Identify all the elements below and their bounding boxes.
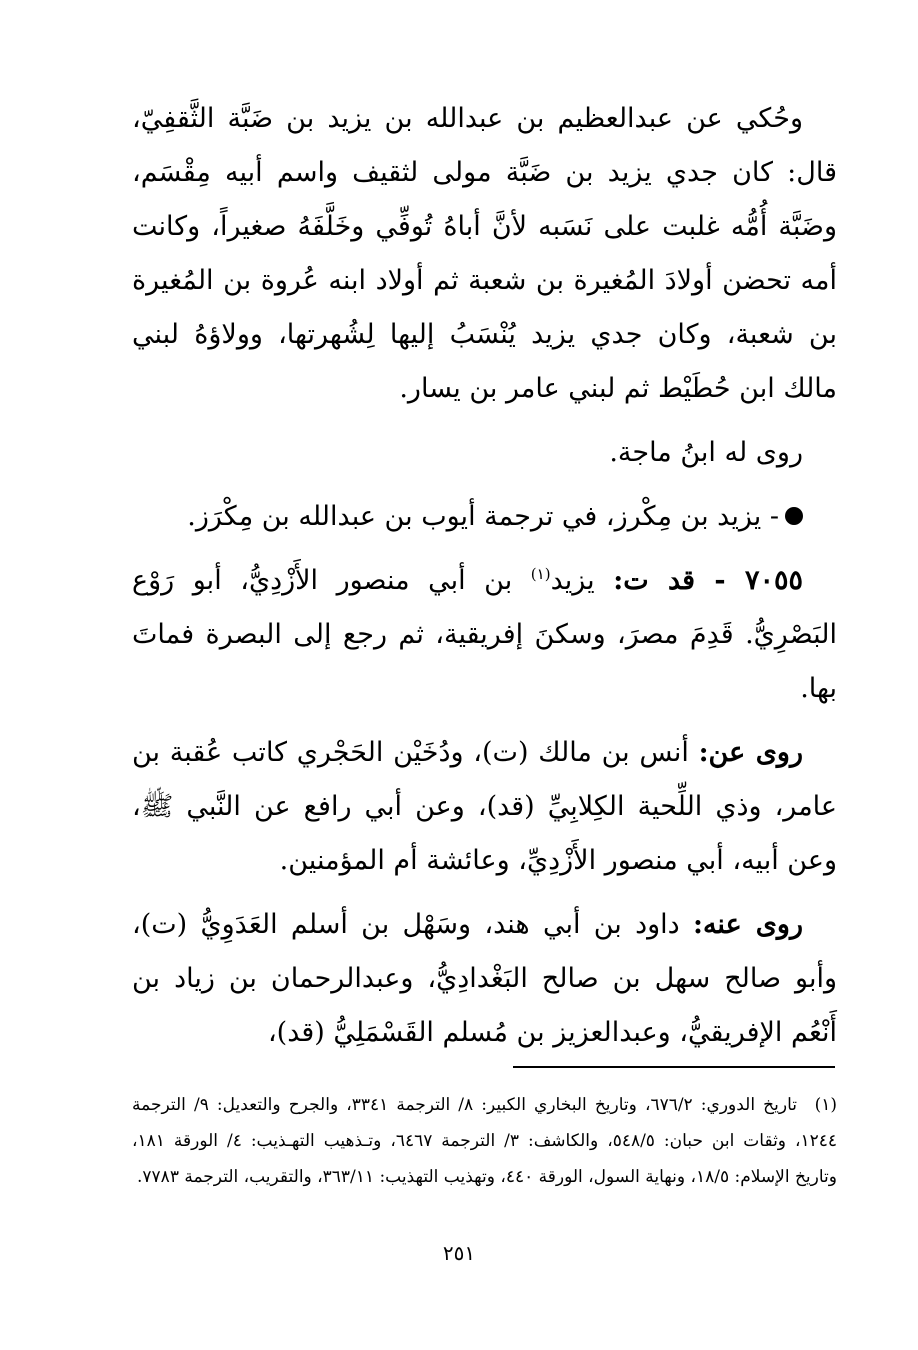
footnote-reference: (١) [530, 565, 551, 583]
ibn-majah-text: روى له ابنُ ماجة. [609, 437, 803, 468]
entry-name: يزيد [550, 565, 595, 596]
entry-number: ٧٠٥٥ - قد ت: [613, 565, 803, 596]
paragraph-cross-reference [132, 490, 837, 544]
paragraph-biography [132, 92, 837, 416]
paragraph-entry-7055 [132, 554, 837, 716]
footnote-number: (١) [814, 1095, 837, 1115]
footnote-divider [513, 1066, 835, 1068]
footnote-text: تاريخ الدوري: ٦٧٦/٢، وتاريخ البخاري الكبير: ٨/ الترجمة ٣٣٤١، والجرح والتعديل: ٩/ الترجمة ١٢٤٤، وثقات ابن حبان: ٥٤٨/٥، والكاشف: ٣/ الترجمة ٦٤٦٧، وتـذهيب التهـذيب: ٤/ الورقة ١٨١، وتاريخ الإسلام: ١٨/٥، ونهاية السول، الورقة ٤٤٠، وتهذيب التهذيب: ٣٦٣/١١، والتقريب، الترجمة ٧٧٨٣. [132, 1095, 837, 1187]
main-text [132, 92, 837, 1070]
entry-text: بن أبي منصور الأَزْدِيُّ، أبو رَوْع البَصْرِيُّ. قَدِمَ مصرَ، وسكنَ إفريقية، ثم رجع إلى البصرة فماتَ بها. [132, 565, 837, 704]
biography-text: وحُكي عن عبدالعظيم بن عبدالله بن يزيد بن ضَبَّة الثَّقفِيّ، قال: كان جدي يزيد بن ضَبَّة مولى لثقيف واسم أبيه مِقْسَم، وضَبَّة أُمُّه غلبت على نَسَبه لأنَّ أباهُ تُوفِّي وخَلَّفَهُ صغيراً، وكانت أمه تحضن أولادَ المُغيرة بن شعبة ثم أولاد ابنه عُروة بن المُغيرة بن شعبة، وكان جدي يزيد يُنْسَبُ إليها لِشُهرتها، وولاؤهُ لبني مالك ابن حُطَيْط ثم لبني عامر بن يسار. [132, 103, 837, 404]
paragraph-narrated-from [132, 726, 837, 888]
footnote [132, 1087, 837, 1195]
paragraph-narrated-by [132, 898, 837, 1060]
bullet-icon [785, 507, 803, 525]
narrated-by-label: روى عنه: [692, 909, 803, 940]
narrated-by-text: داود بن أبي هند، وسَهْل بن أسلم العَدَوِيُّ (ت)، وأبو صالح سهل بن صالح البَغْدادِيُّ، وعبدالرحمان بن زياد بن أَنْعُم الإفريقيُّ، وعبدالعزيز بن مُسلم القَسْمَلِيُّ (قد)، [132, 909, 837, 1048]
narrated-from-label: روى عن: [698, 737, 803, 768]
narrated-from-text: أنس بن مالك (ت)، ودُخَيْن الحَجْري كاتب عُقبة بن عامر، وذي اللِّحية الكِلابِيِّ (قد)، وعن أبي رافع عن النَّبي ﷺ، وعن أبيه، أبي منصور الأَزْدِيِّ، وعائشة أم المؤمنين. [132, 737, 837, 876]
cross-reference-text: - يزيد بن مِكْرز، في ترجمة أيوب بن عبدالله بن مِكْرَز. [187, 501, 779, 532]
page-number: ٢٥١ [442, 1241, 476, 1265]
paragraph-narrated-by-ibn-majah [132, 426, 837, 480]
